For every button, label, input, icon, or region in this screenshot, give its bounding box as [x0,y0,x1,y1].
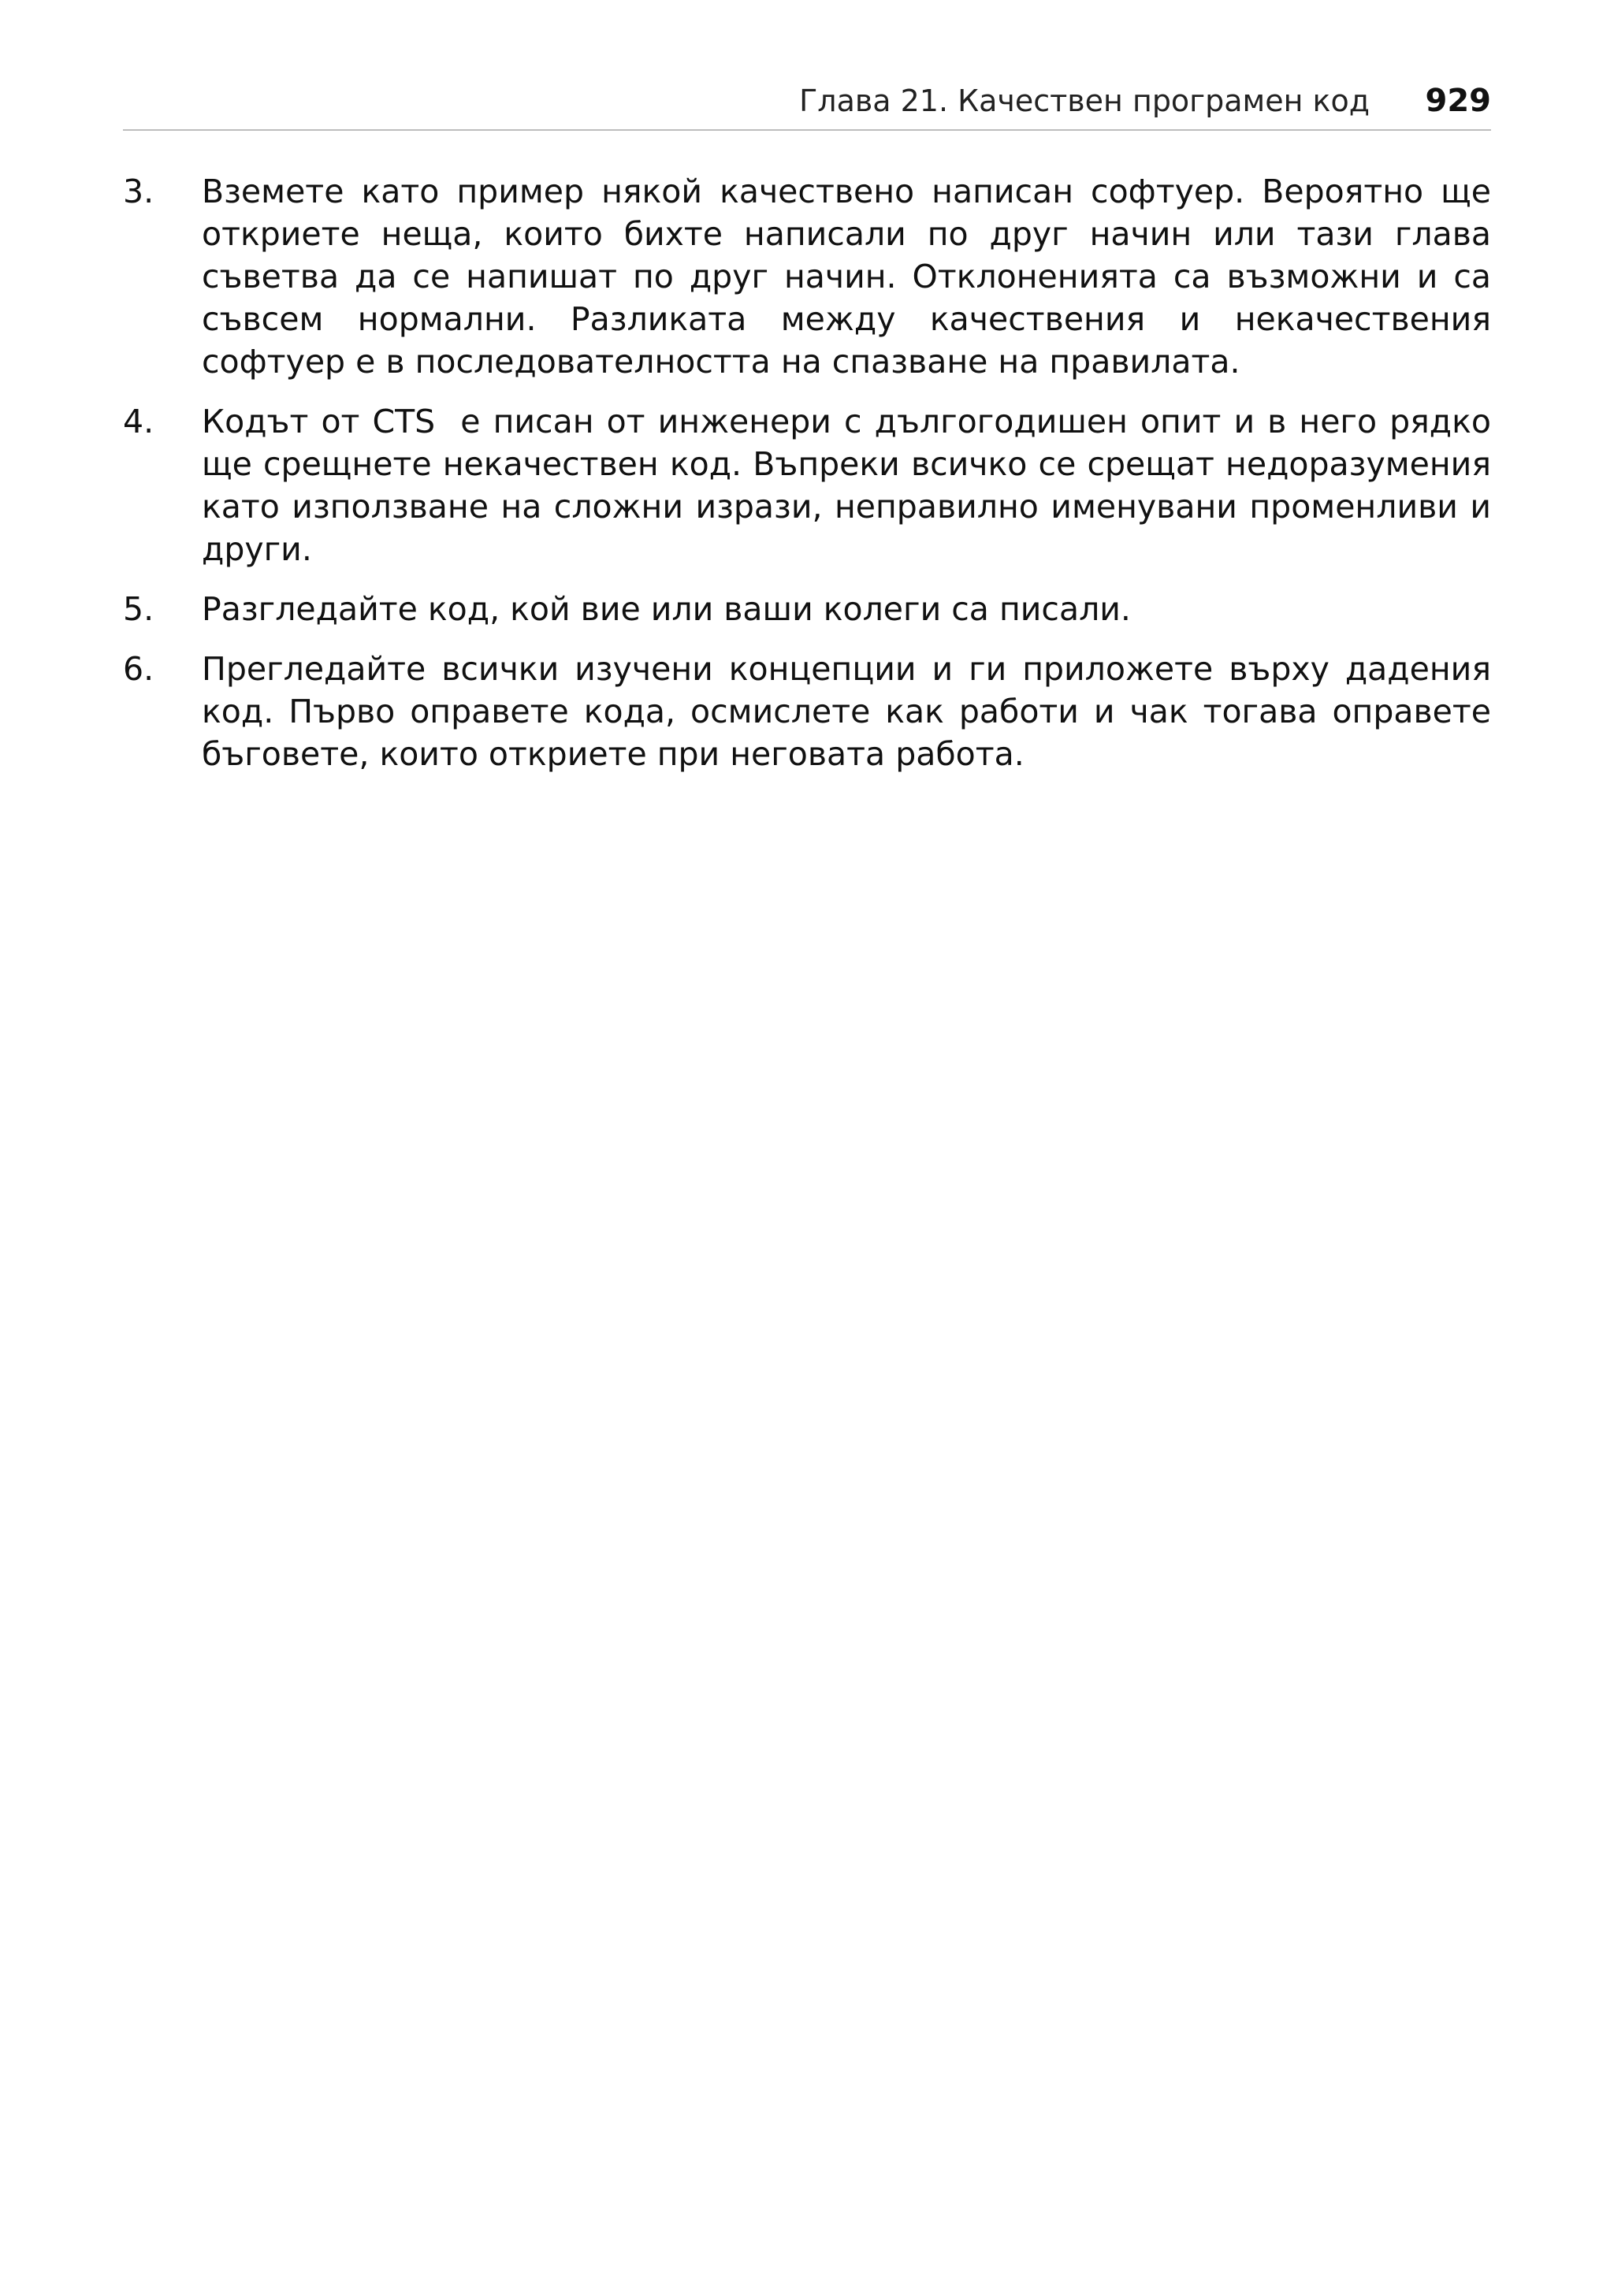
chapter-title: Глава 21. Качествен програмен код [799,84,1370,118]
list-item-text: Прегледайте всички изучени концепции и ги приложете върху дадения код. Първо оправете кода, осмислете как работи и чак тогава оправете бъговете, които откриете при неговата работа. [202,650,1502,773]
list-item [123,648,1502,775]
list-item-number: 5. [123,590,154,628]
list-item [123,400,1502,570]
list-item-text: Вземете като пример някой качествено написан софтуер. Вероятно ще откриете неща, които бихте написали по друг начин или тази глава съветва да се напишат по друг начин. Отклоненията са възможни и са съвсем нормални. Разликата между качествения и некачествения софтуер е в последователността на спазване на правилата. [202,173,1502,381]
list-item-text: Кодът от CTS е писан от инженери с дългогодишен опит и в него рядко ще срещнете некачествен код. Въпреки всичко се срещат недоразумения като използване на сложни изрази, неправилно именувани променливи и други. [202,403,1502,568]
page-header [123,79,1491,131]
list-item [123,588,1491,630]
list-item-number: 6. [123,650,154,688]
page-number: 929 [1425,83,1491,119]
exercise-list [123,170,1502,793]
list-item [123,170,1502,383]
list-item-number: 4. [123,403,154,440]
list-item-number: 3. [123,173,154,210]
list-item-text: Разгледайте код, кой вие или ваши колеги са писали. [202,590,1131,628]
